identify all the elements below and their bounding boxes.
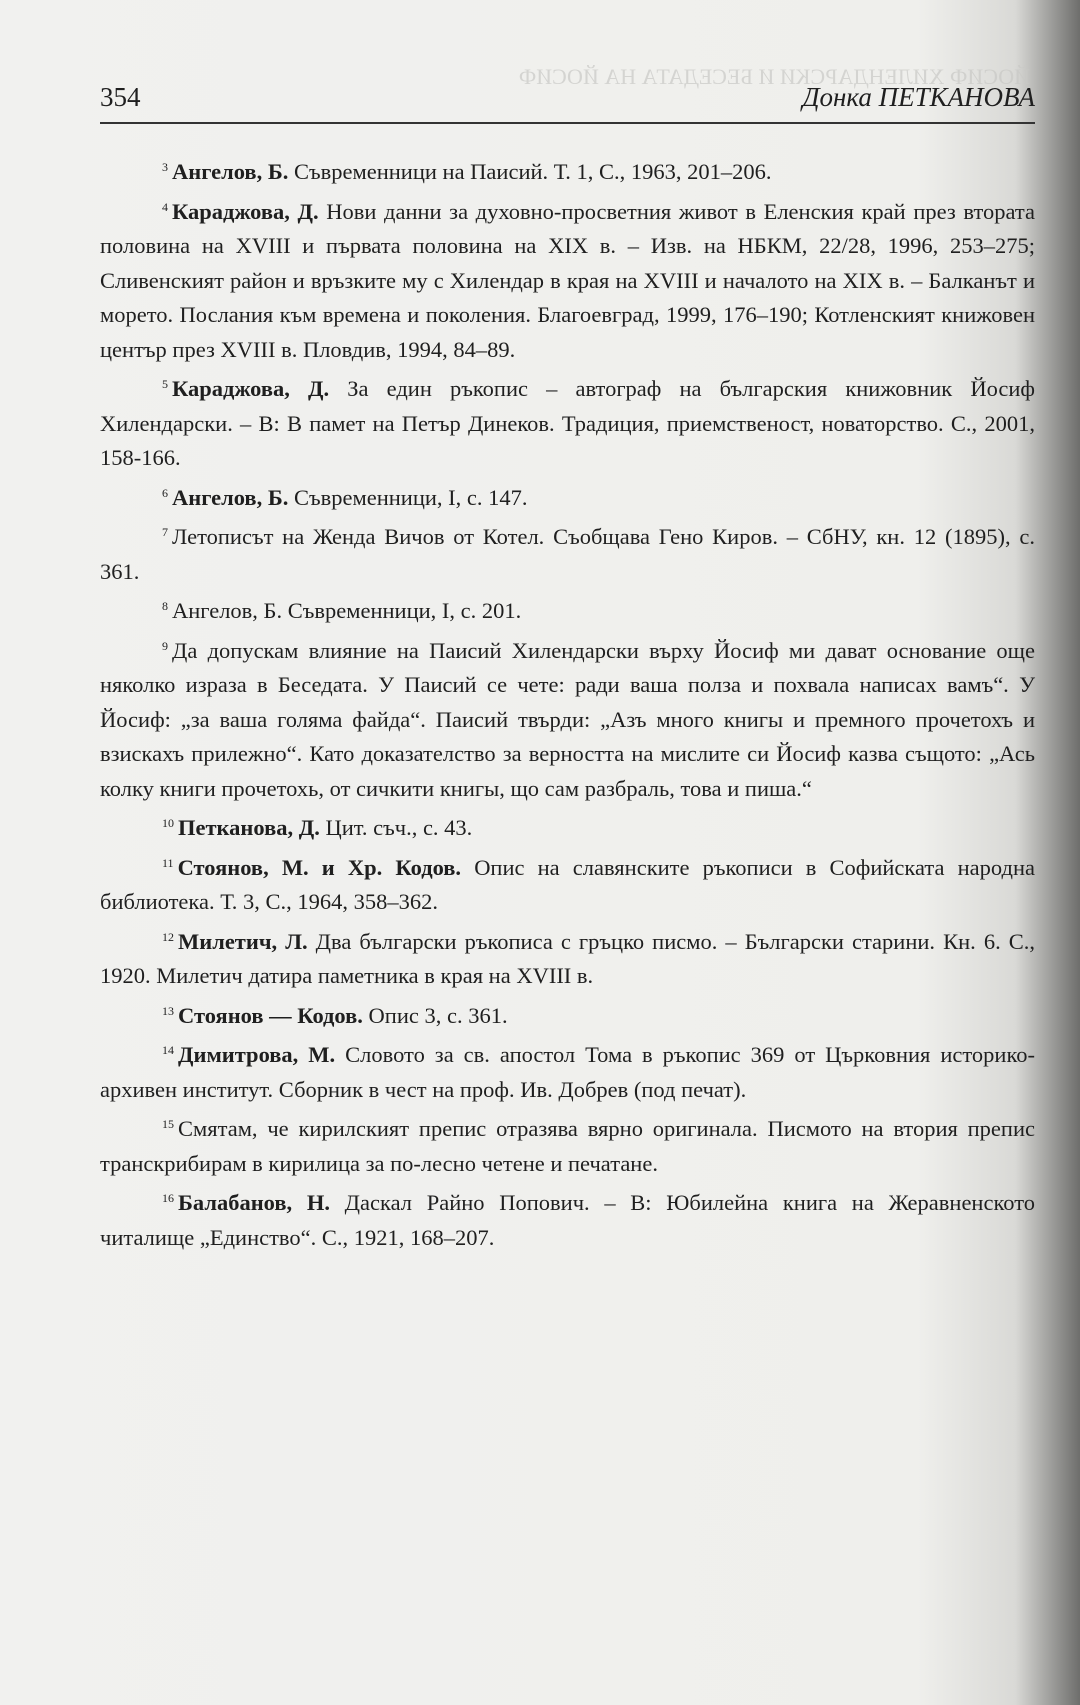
footnote-text: Два български ръкописа с гръцко писмо. – Български старини. Кн. 6. С., 1920. Милетич датира паметника в края на XVIII в. [100,928,1036,988]
page-header [100,82,1035,124]
footnote-author: Петканова, Д. [178,815,320,840]
footnote-number: 9 [162,638,168,653]
footnote-number: 14 [162,1043,174,1057]
footnote-number: 4 [162,199,168,214]
footnotes [100,150,1035,1255]
footnote-author: Караджова, Д. [172,198,319,224]
footnote-author: Ангелов, Б. [172,159,289,184]
show-through-text: ЙОСИФ ХИЛЕНДАРСКИ И БЕСЕДАТА НА ЙОСИФ [518,64,1030,89]
footnote-text: Съвременници, I, с. 147. [288,484,528,510]
footnote-text: Ангелов, Б. Съвременници, I, с. 201. [172,598,522,623]
running-title: Донка ПЕТКАНОВА [802,82,1035,112]
footnote-author: Милетич, Л. [178,928,308,954]
footnote-number: 5 [162,377,168,391]
footnote [100,629,1035,807]
footnote-text: Да допускам влияние на Паисий Хилендарски върху Йосиф ми дават основание още няколко израза в Беседата. У Паисий се чете: ради ваша полза и похвала написах вамъ“. У Йосиф: „за ваша голяма файда“. Паисий твърди: „Азъ много книгы и премного прочетохъ и взискахъ прилежно“. Като доказателство за верността на мислите си Йосиф казва същото: „Ась колку книги прочетохь, от сичкити книгы, що сам разбраль, това и пиша.“ [100,637,1035,801]
page-number: 354 [100,82,141,112]
footnote-text: Съвременници на Паисий. Т. 1, С., 1963, 201–206. [288,159,772,184]
footnote-text: Нови данни за духовно-просветния живот в Еленския край през втората половина на XVIII и първата половина на XIX в. – Изв. на НБКМ, 22/28, 1996, 253–275; Сливенският район и връзките му с Хилендар в края на XVIII и началото на XIX в. – Балканът и морето. Послания към времена и поколения. Благоевград, 1999, 176–190; Котленският книжовен център през XVIII в. Пловдив, 1994, 84–89. [100,198,1035,362]
footnote-number: 7 [162,525,168,539]
footnote [100,515,1035,589]
footnote-text: Опис 3, с. 361. [362,1002,508,1028]
footnote-text: Летописът на Женда Вичов от Котел. Съобщава Гено Киров. – СбНУ, кн. 12 (1895), с. 361. [100,524,1035,584]
footnote-number: 3 [162,160,168,174]
footnote-text: Смятам, че кирилският препис отразява вярно оригинала. Писмото на втория препис транскрибирам в кирилица за по-лесно четене и печатане. [100,1116,1035,1176]
footnote [100,846,1035,920]
footnote [100,1107,1035,1181]
footnote-number: 13 [162,1003,174,1018]
footnote [100,1033,1035,1107]
footnote-author: Ангелов, Б. [172,484,289,510]
footnote-author: Балабанов, Н. [178,1190,330,1215]
footnote-text: Цит. съч., с. 43. [319,815,473,840]
footnote [100,367,1035,476]
footnote-text: Опис на славянските ръкописи в Софийската народна библиотека. Т. 3, С., 1964, 358–362. [100,854,1035,914]
footnote [100,806,1035,846]
footnote-author: Димитрова, М. [178,1042,336,1067]
footnote-author: Стоянов — Кодов. [178,1002,363,1028]
footnote [100,994,1035,1034]
footnote-number: 12 [162,929,174,944]
footnote-text: Словото за св. апостол Тома в ръкопис 369 от Църковния историко-архивен институт. Сборник в чест на проф. Ив. Добрев (под печат). [100,1042,1035,1102]
footnote-author: Стоянов, М. и Хр. Кодов. [177,854,462,880]
footnote [100,476,1035,516]
footnote [100,150,1035,190]
footnote-author: Караджова, Д. [172,376,330,401]
footnote-text: Даскал Райно Попович. – В: Юбилейна книга на Жеравненското читалище „Единство“. С., 1921, 168–207. [100,1190,1035,1250]
footnote-number: 15 [162,1117,174,1131]
footnote [100,589,1035,629]
footnote-text: За един ръкопис – автограф на българския книжовник Йосиф Хилендарски. – В: В памет на Петър Динеков. Традиция, приемственост, новаторство. С., 2001, 158-166. [100,376,1035,470]
footnote [100,1181,1035,1255]
footnote-number: 10 [162,816,174,830]
footnote-number: 8 [162,599,168,613]
footnote-number: 6 [162,485,168,500]
footnote [100,190,1035,368]
footnote-number: 11 [162,855,174,870]
footnote-number: 16 [162,1191,174,1205]
footnote [100,920,1035,994]
